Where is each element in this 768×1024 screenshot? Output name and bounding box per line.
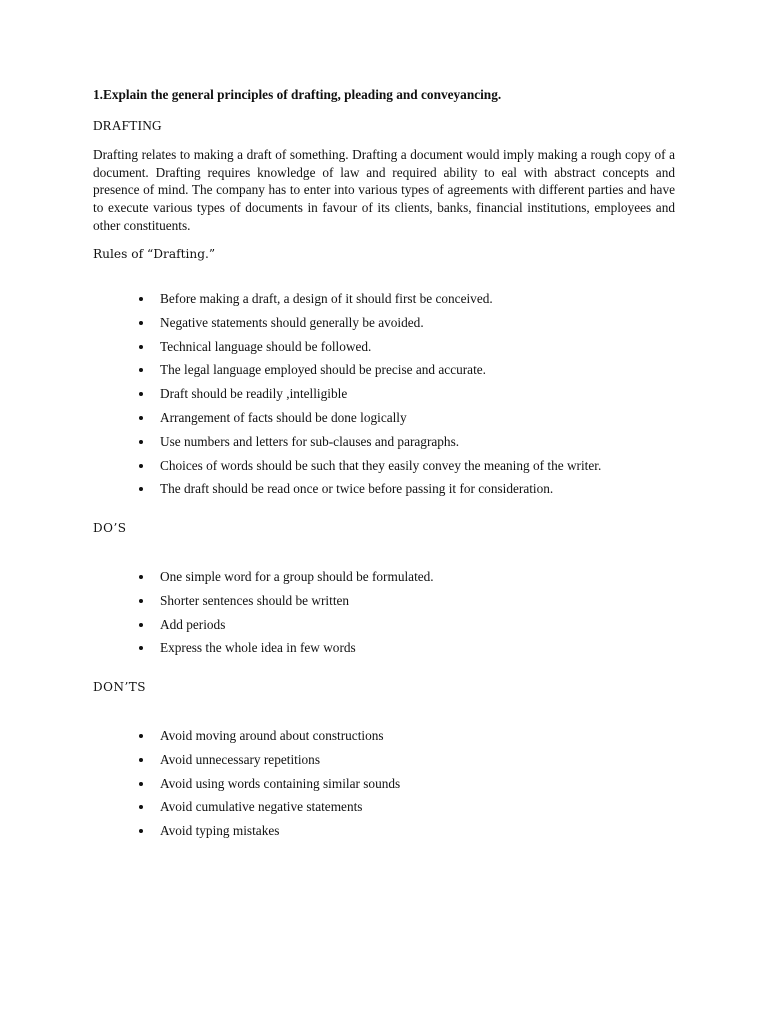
bullet-icon [139, 368, 143, 372]
bullet-icon [139, 321, 143, 325]
bullet-icon [139, 575, 143, 579]
list-item: Before making a draft, a design of it should first be conceived. [93, 290, 601, 314]
list-item: Avoid using words containing similar sounds [93, 775, 400, 799]
list-item: The legal language employed should be precise and accurate. [93, 361, 601, 385]
bullet-icon [139, 464, 143, 468]
bullet-icon [139, 599, 143, 603]
bullet-icon [139, 440, 143, 444]
list-item: Avoid typing mistakes [93, 822, 400, 846]
drafting-intro-paragraph: Drafting relates to making a draft of something. Drafting a document would imply making a rough copy of a document. Drafting requires knowledge of law and required ability to eal with abstract concepts and presence of mind. The company has to enter into various types of agreements with different parties and have to execute various types of documents in favour of its clients, banks, financial institutions, employees and other constituents. [93, 147, 675, 233]
list-item: Draft should be readily ,intelligible [93, 385, 601, 409]
list-item: Arrangement of facts should be done logically [93, 409, 601, 433]
bullet-icon [139, 623, 143, 627]
list-item: Avoid cumulative negative statements [93, 798, 400, 822]
drafting-heading: DRAFTING [93, 118, 162, 133]
bullet-icon [139, 297, 143, 301]
bullet-icon [139, 782, 143, 786]
bullet-icon [139, 646, 143, 650]
list-item: Negative statements should generally be avoided. [93, 314, 601, 338]
dos-list [93, 568, 434, 663]
bullet-icon [139, 416, 143, 420]
list-item: Technical language should be followed. [93, 338, 601, 362]
bullet-icon [139, 805, 143, 809]
rules-list [93, 290, 601, 504]
donts-heading: DON’TS [93, 680, 146, 694]
bullet-icon [139, 734, 143, 738]
list-item: Choices of words should be such that they easily convey the meaning of the writer. [93, 457, 601, 481]
bullet-icon [139, 392, 143, 396]
list-item: Use numbers and letters for sub-clauses and paragraphs. [93, 433, 601, 457]
bullet-icon [139, 758, 143, 762]
question-title: 1.Explain the general principles of drafting, pleading and conveyancing. [93, 87, 502, 102]
list-item: Shorter sentences should be written [93, 592, 434, 616]
donts-list [93, 727, 400, 846]
rules-heading: Rules of “Drafting.” [93, 247, 216, 261]
bullet-icon [139, 345, 143, 349]
list-item: Express the whole idea in few words [93, 639, 434, 663]
bullet-icon [139, 487, 143, 491]
dos-heading: DO’S [93, 521, 127, 535]
list-item: Avoid unnecessary repetitions [93, 751, 400, 775]
list-item: The draft should be read once or twice before passing it for consideration. [93, 480, 601, 504]
bullet-icon [139, 829, 143, 833]
list-item: Avoid moving around about constructions [93, 727, 400, 751]
list-item: One simple word for a group should be formulated. [93, 568, 434, 592]
list-item: Add periods [93, 616, 434, 640]
